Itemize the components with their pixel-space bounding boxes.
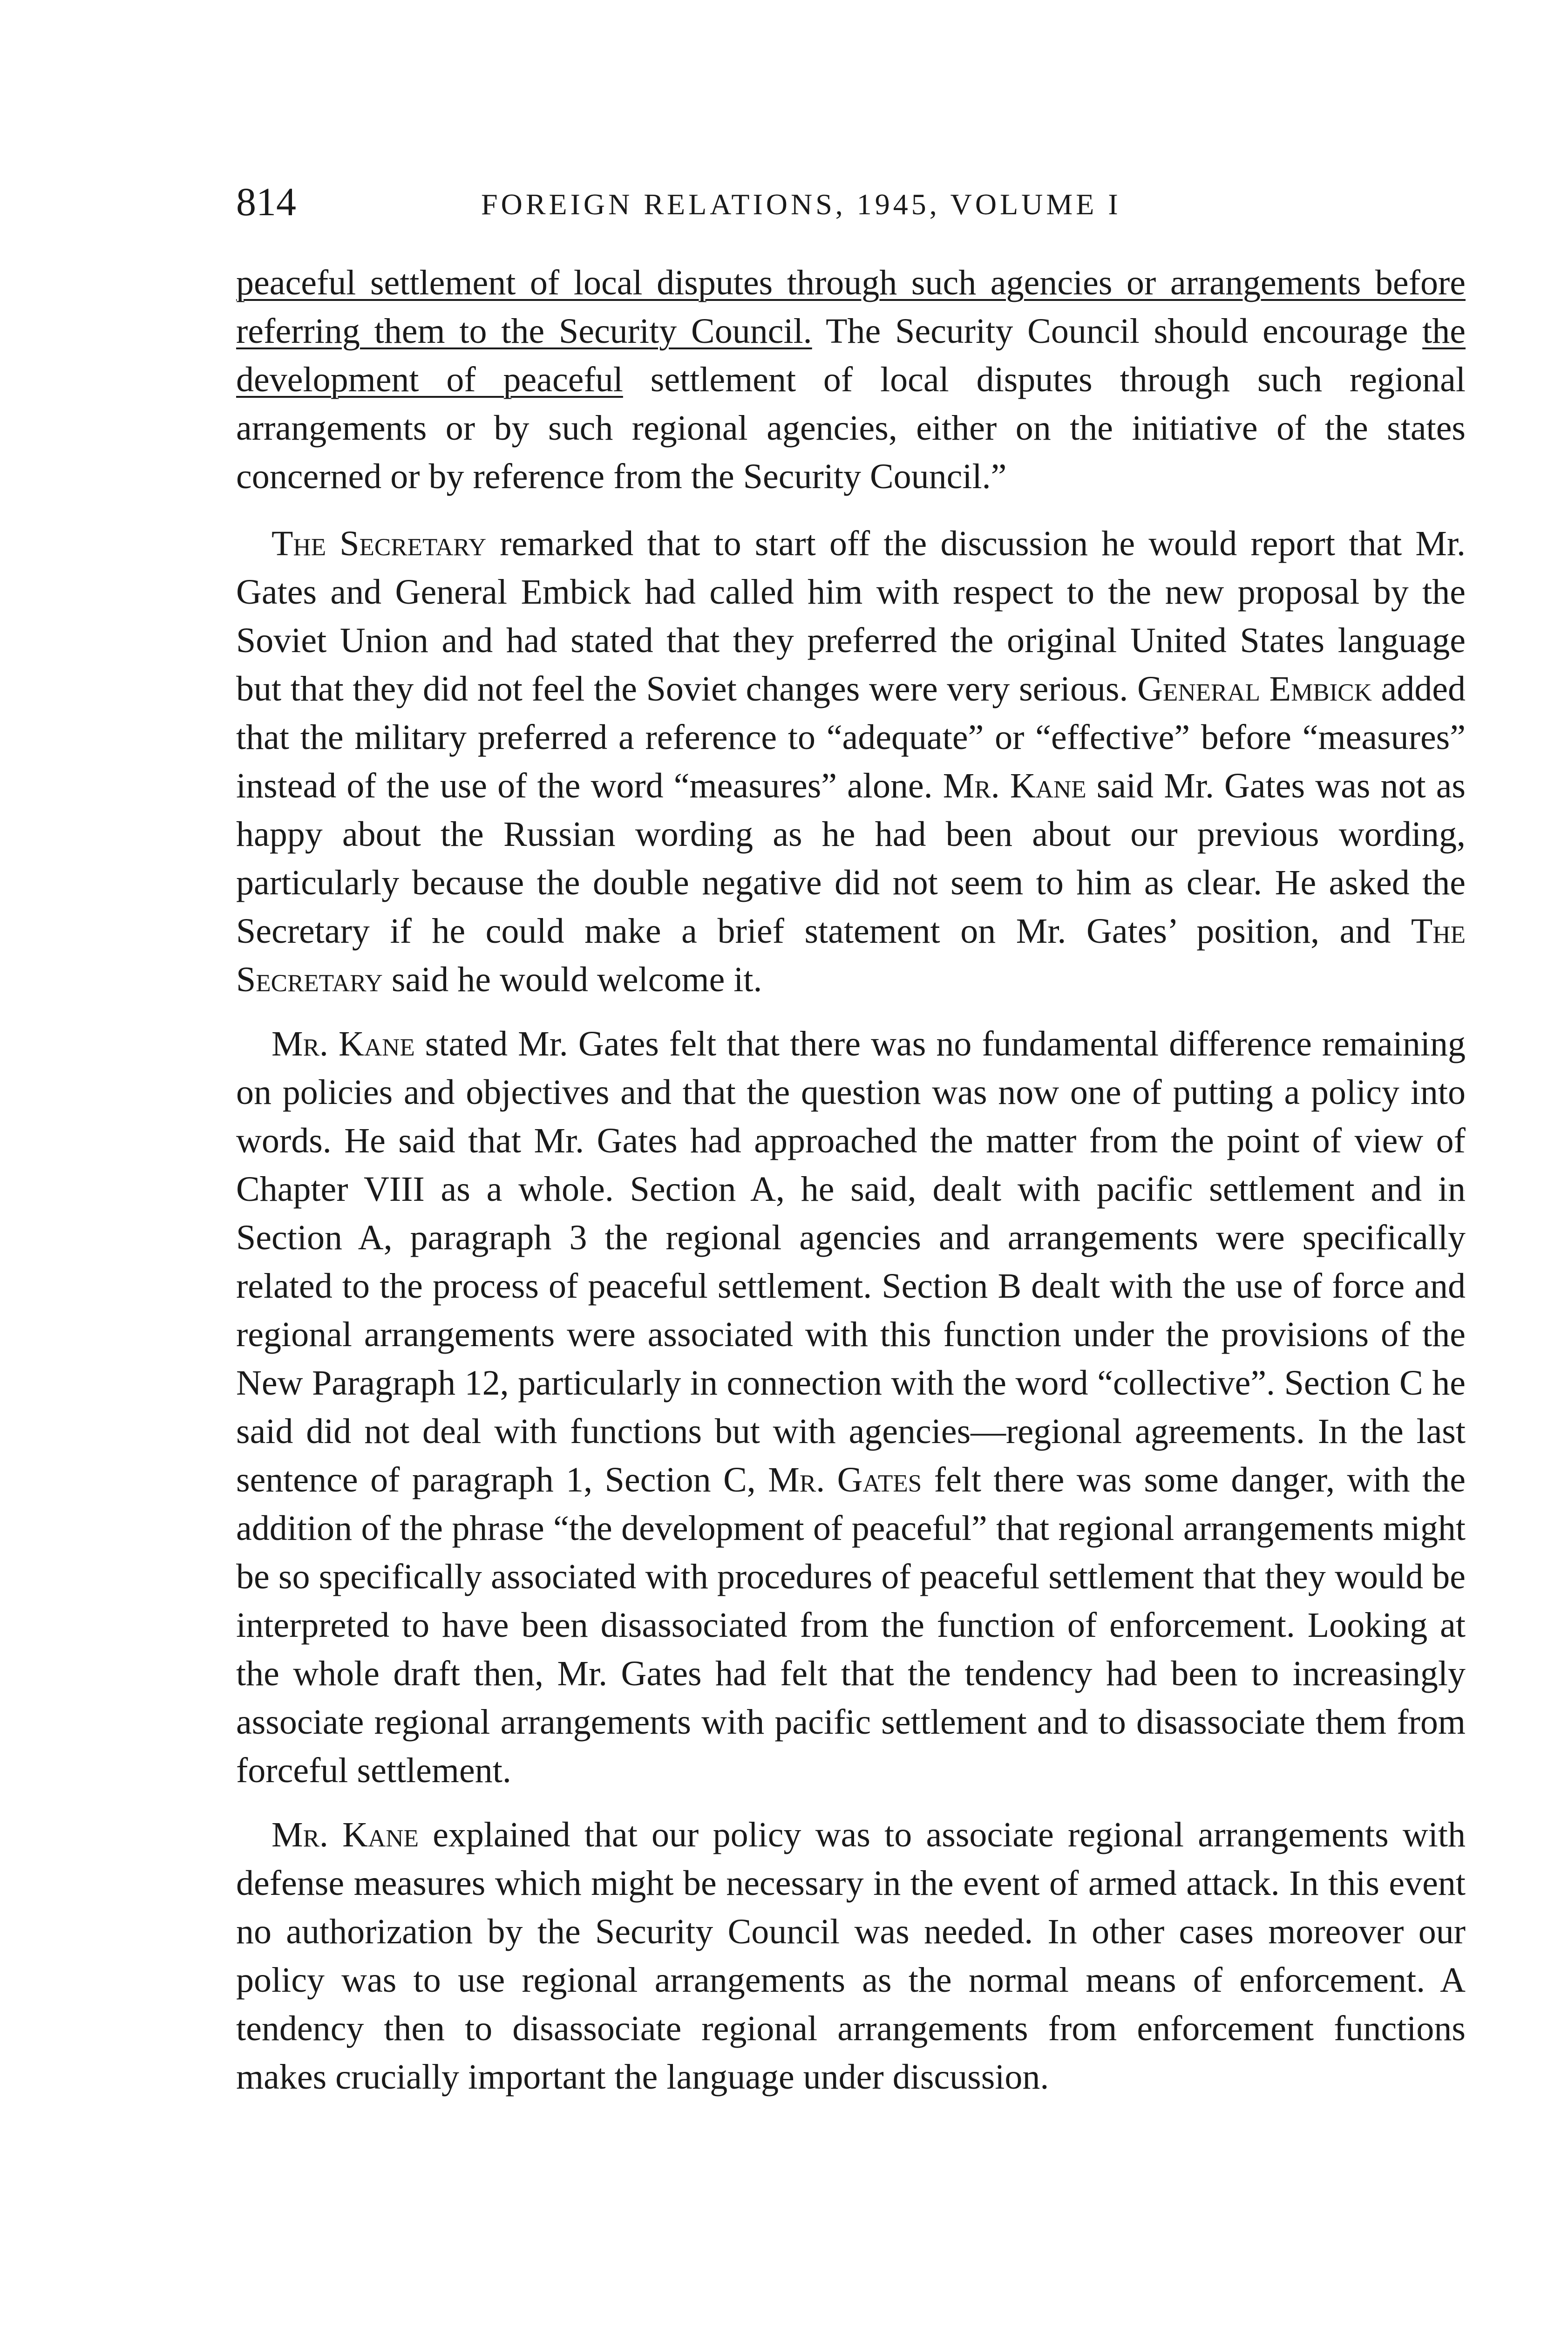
underlined-text: the development of peaceful (236, 312, 1466, 399)
speaker-name: Mr. Gates (768, 1460, 922, 1499)
text-segment: remarked that to start off the discussion he would report that Mr. Gates and General Embick had called him with respect to the new proposal by the Soviet Union and had stated that they preferred the original United States language but that they did not feel the Soviet changes were very serious. (236, 524, 1466, 708)
body-text (236, 259, 1466, 2117)
paragraph (236, 259, 1466, 501)
paragraph (236, 519, 1466, 1004)
text-segment: stated Mr. Gates felt that there was no fundamental difference remaining on policies and objectives and that the question was now one of putting a policy into words. He said that Mr. Gates had approached the matter from the point of view of Chapter VIII as a whole. Section A, he said, dealt with pacific settlement and in Section A, paragraph 3 the regional agencies and arrangements were specifically related to the process of peaceful settlement. Section B dealt with the use of force and regional arrangements were associated with this function under the provisions of the New Paragraph 12, particularly in connection with the word “collective”. Section C he said did not deal with functions but with agencies—regional agreements. In the last sentence of paragraph 1, Section C, (236, 1024, 1466, 1499)
text-segment: felt there was some danger, with the addition of the phrase “the development of peaceful” that regional arrangements might be so specifically associated with procedures of peaceful settlement that they would be interpreted to have been disassociated from the function of enforcement. Looking at the whole draft then, Mr. Gates had felt that the tendency had been to increasingly associate regional arrangements with pacific settlement and to disassociate them from forceful settlement. (236, 1460, 1466, 1790)
text-segment: settlement of local disputes through such regional arrangements or by such regional agencies, either on the initiative of the states concerned or by reference from the Security Council.” (236, 360, 1466, 496)
text-segment: said he would welcome it. (382, 960, 762, 999)
speaker-name: The Secretary (236, 912, 1466, 999)
speaker-name: Mr. Kane (943, 766, 1086, 805)
running-head (236, 178, 1466, 234)
text-segment: explained that our policy was to associate regional arrangements with defense measures which might be necessary in the event of armed attack. In this event no authorization by the Security Council was needed. In other cases moreover our policy was to use regional arrangements as the normal means of enforcement. A tendency then to disassociate regional arrangements from enforcement functions makes crucially important the language under discussion. (236, 1815, 1466, 2097)
page-number: 814 (236, 179, 296, 224)
speaker-name: The Secretary (272, 524, 487, 563)
paragraph (236, 1811, 1466, 2101)
underlined-text: peaceful settlement of local disputes through such agencies or arrangements before referring them to the Security Council. (236, 263, 1466, 351)
running-title: FOREIGN RELATIONS, 1945, VOLUME I (481, 188, 1121, 221)
speaker-name: Mr. Kane (272, 1024, 415, 1063)
speaker-name: Mr. Kane (272, 1815, 419, 1854)
text-segment: added that the military preferred a reference to “adequate” or “effective” before “measures” instead of the use of the word “measures” alone. (236, 669, 1466, 805)
speaker-name: General Embick (1137, 669, 1372, 708)
text-segment: said Mr. Gates was not as happy about the Russian wording as he had been about our previous wording, particularly because the double negative did not seem to him as clear. He asked the Secretary if he could make a brief statement on Mr. Gates’ position, and (236, 766, 1466, 951)
text-segment: The Security Council should encourage (812, 312, 1423, 351)
paragraph (236, 1020, 1466, 1795)
